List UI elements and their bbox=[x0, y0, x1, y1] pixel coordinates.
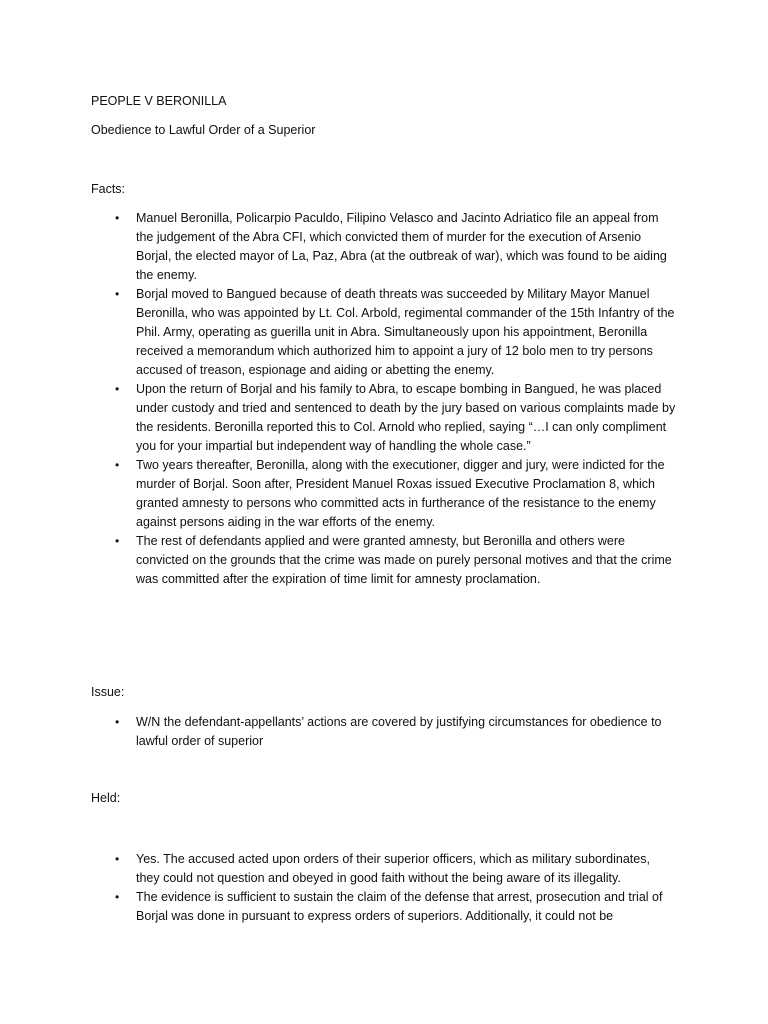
list-item bbox=[0, 209, 676, 285]
list-item bbox=[0, 850, 676, 888]
document-subtitle: Obedience to Lawful Order of a Superior bbox=[91, 123, 316, 137]
list-item bbox=[0, 888, 676, 926]
list-item bbox=[0, 456, 676, 532]
list-item bbox=[0, 285, 676, 380]
fact-text: Upon the return of Borjal and his family to Abra, to escape bombing in Bangued, he was placed under custody and tried and sentenced to death by the jury based on various complaints made by the residents. Beronilla reported this to Col. Arnold who replied, saying “…I can only compliment you for your impartial but independent way of handling the whole case.” bbox=[136, 382, 676, 453]
list-item bbox=[0, 532, 676, 589]
bullet-icon: • bbox=[115, 715, 120, 729]
bullet-icon: • bbox=[115, 852, 120, 866]
bullet-icon: • bbox=[115, 890, 120, 904]
fact-text: The rest of defendants applied and were granted amnesty, but Beronilla and others were convicted on the grounds that the crime was made on purely personal motives and that the crime was committed after the expiration of time limit for amnesty proclamation. bbox=[136, 534, 672, 586]
issue-list bbox=[0, 713, 676, 751]
bullet-icon: • bbox=[115, 458, 120, 472]
bullet-icon: • bbox=[115, 287, 120, 301]
fact-text: Two years thereafter, Beronilla, along with the executioner, digger and jury, were indicted for the murder of Borjal. Soon after, President Manuel Roxas issued Executive Proclamation 8, which granted amnesty to persons who committed acts in furtherance of the resistance to the enemy against persons aiding in the war efforts of the enemy. bbox=[136, 458, 665, 529]
list-item bbox=[0, 380, 676, 456]
held-text: The evidence is sufficient to sustain the claim of the defense that arrest, prosecution and trial of Borjal was done in pursuant to express orders of superiors. Additionally, it could not be bbox=[136, 890, 663, 923]
facts-list bbox=[0, 209, 676, 589]
bullet-icon: • bbox=[115, 211, 120, 225]
issue-heading: Issue: bbox=[91, 685, 125, 699]
facts-heading: Facts: bbox=[91, 182, 126, 196]
issue-text: W/N the defendant-appellants’ actions are covered by justifying circumstances for obedience to lawful order of superior bbox=[136, 715, 662, 748]
bullet-icon: • bbox=[115, 382, 120, 396]
list-item bbox=[0, 713, 676, 751]
held-text: Yes. The accused acted upon orders of their superior officers, which as military subordinates, they could not question and obeyed in good faith without the being aware of its illegality. bbox=[136, 852, 650, 885]
held-list bbox=[0, 850, 676, 926]
held-heading: Held: bbox=[91, 791, 121, 805]
fact-text: Manuel Beronilla, Policarpio Paculdo, Filipino Velasco and Jacinto Adriatico file an appeal from the judgement of the Abra CFI, which convicted them of murder for the execution of Arsenio Borjal, the elected mayor of La, Paz, Abra (at the outbreak of war), which was found to be aiding the enemy. bbox=[136, 211, 667, 282]
fact-text: Borjal moved to Bangued because of death threats was succeeded by Military Mayor Manuel Beronilla, who was appointed by Lt. Col. Arbold, regimental commander of the 15th Infantry of the Phil. Army, operating as guerilla unit in Abra. Simultaneously upon his appointment, Beronilla received a memorandum which authorized him to appoint a jury of 12 bolo men to try persons accused of treason, espionage and aiding or abetting the enemy. bbox=[136, 287, 675, 377]
bullet-icon: • bbox=[115, 534, 120, 548]
document-title: PEOPLE V BERONILLA bbox=[91, 94, 227, 108]
